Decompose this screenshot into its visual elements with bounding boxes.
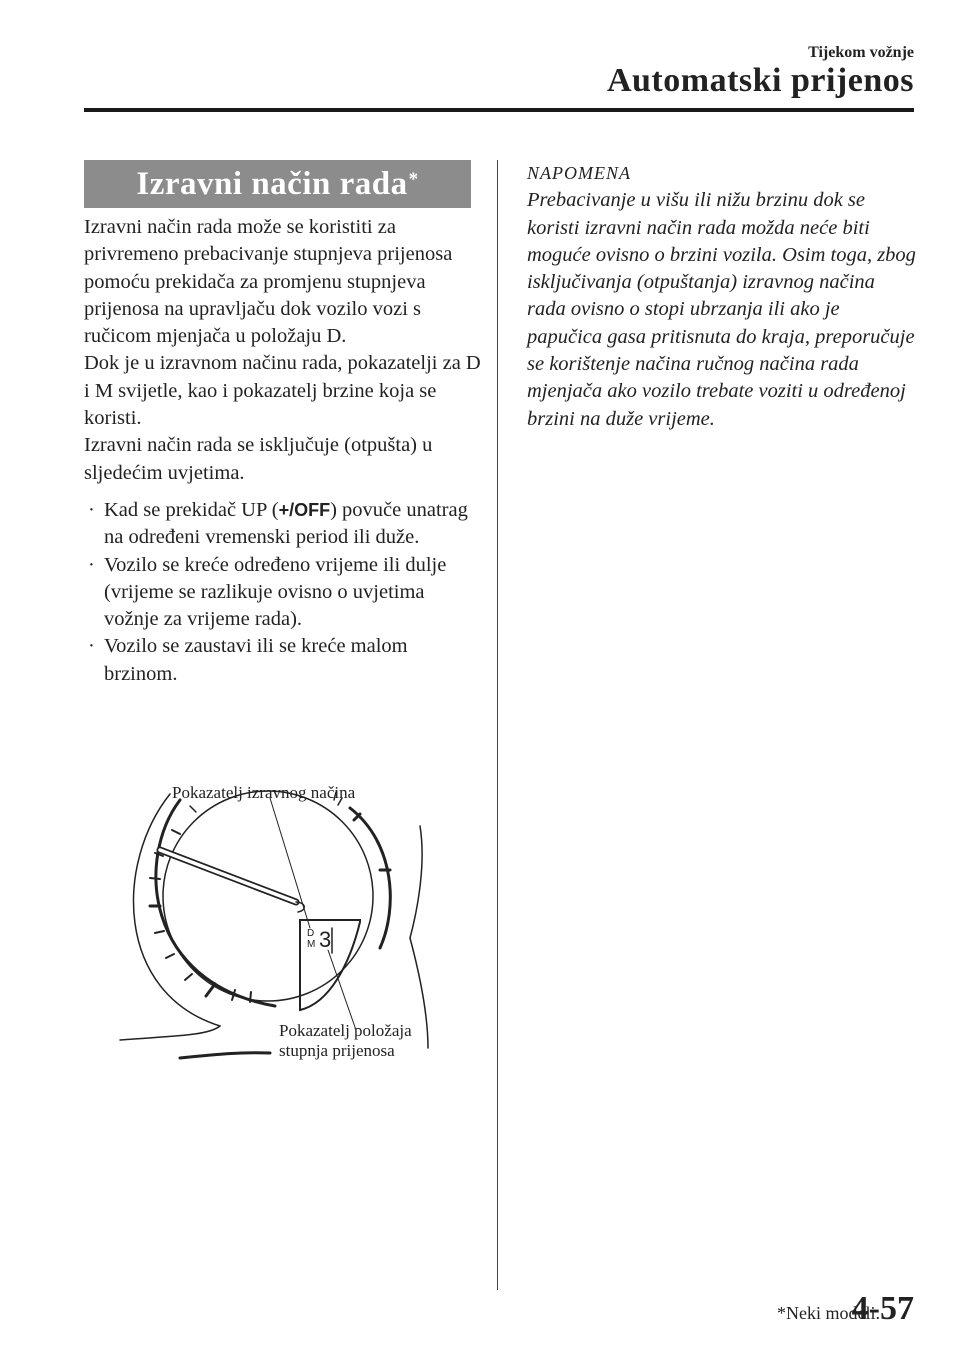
tick-mark xyxy=(166,954,174,958)
up-off-switch-symbol: +/OFF xyxy=(278,499,331,520)
cluster-right-bottom-line xyxy=(410,938,428,1048)
instrument-cluster-figure xyxy=(110,778,450,1068)
column-divider xyxy=(497,160,498,1290)
display-d-indicator: D xyxy=(307,928,315,939)
label-gear-position-line2: stupnja prijenosa xyxy=(279,1041,395,1060)
header-chapter-title: Automatski prijenos xyxy=(606,62,914,99)
tick-mark xyxy=(354,814,360,820)
tick-mark xyxy=(185,974,192,980)
release-paragraph: Izravni način rada se isključuje (otpušta) u sljedećim uvjetima. xyxy=(84,434,433,484)
bullet-1-after: ) povuče unatrag na određeni vremenski period ili duže. xyxy=(104,498,468,549)
display-gear-number: 3 xyxy=(319,927,332,952)
header-rule xyxy=(84,108,914,112)
bullet-dot: · xyxy=(88,553,95,576)
gauge-arc-right xyxy=(350,808,390,948)
left-column xyxy=(84,214,484,688)
cluster-base-line xyxy=(120,1026,220,1040)
leader-line-gear-position xyxy=(328,950,356,1030)
footnote: *Neki modeli. xyxy=(777,1303,880,1323)
instrument-cluster-diagram xyxy=(110,778,450,1068)
gauge-needle-fill xyxy=(160,850,296,902)
note-title: NAPOMENA xyxy=(527,163,631,183)
cluster-outer-right-arc xyxy=(410,826,422,938)
section-title: Izravni način rada xyxy=(136,165,408,202)
tick-mark xyxy=(190,806,196,812)
bullet-1-before: Kad se prekidač UP ( xyxy=(104,498,279,521)
tick-mark xyxy=(155,931,164,933)
section-asterisk: * xyxy=(408,169,419,190)
bullet-3-text: Vozilo se zaustavi ili se kreće malom brzinom. xyxy=(104,635,408,685)
cluster-outer-left-arc xyxy=(134,794,220,1026)
bullet-2-text: Vozilo se kreće određeno vrijeme ili dulje (vrijeme se razlikuje ovisno o uvjetima vožnje za vrijeme rada). xyxy=(104,553,447,631)
tick-mark xyxy=(250,992,251,1002)
indicator-paragraph: Dok je u izravnom načinu rada, pokazatelji za D i M svijetle, kao i pokazatelj brzine koja se koristi. xyxy=(84,352,481,430)
tick-mark xyxy=(150,878,160,879)
label-direct-mode-indicator: Pokazatelj izravnog načina xyxy=(172,783,356,802)
label-gear-position-line1: Pokazatelj položaja xyxy=(279,1021,412,1040)
tick-mark xyxy=(206,984,215,996)
bullet-dot: · xyxy=(88,635,95,658)
list-item xyxy=(84,633,484,688)
list-item xyxy=(84,497,484,552)
leader-line-direct-mode xyxy=(270,798,310,928)
section-banner xyxy=(84,160,471,208)
release-conditions-list xyxy=(84,497,484,688)
page-number: 4-57 xyxy=(851,1290,914,1327)
header-section: Tijekom vožnje xyxy=(808,44,914,61)
display-m-indicator: M xyxy=(307,939,316,950)
tick-mark xyxy=(172,830,180,834)
note-box xyxy=(527,160,917,433)
list-item xyxy=(84,552,484,634)
dash-bottom-line xyxy=(180,1053,270,1058)
intro-paragraph: Izravni način rada može se koristiti za privremeno prebacivanje stupnjeva prijenosa pomoću prekidača za promjenu stupnjeva prijenosa na upravljaču dok vozilo vozi s ručicom mjenjača u položaju D. xyxy=(84,216,453,348)
bullet-dot: · xyxy=(88,498,95,521)
note-text: Prebacivanje u višu ili nižu brzinu dok se koristi izravni način rada možda neće biti moguće ovisno o brzini vozila. Osim toga, zbog isključivanja (otpuštanja) izravnog načina rada ovisno o stopi ubrzanja ili ako je papučica gasa pritisnuta do kraja, preporučuje se korištenje načina ručnog načina rada mjenjača ako vozilo trebate voziti u određenoj brzini na duže vrijeme. xyxy=(527,189,916,430)
